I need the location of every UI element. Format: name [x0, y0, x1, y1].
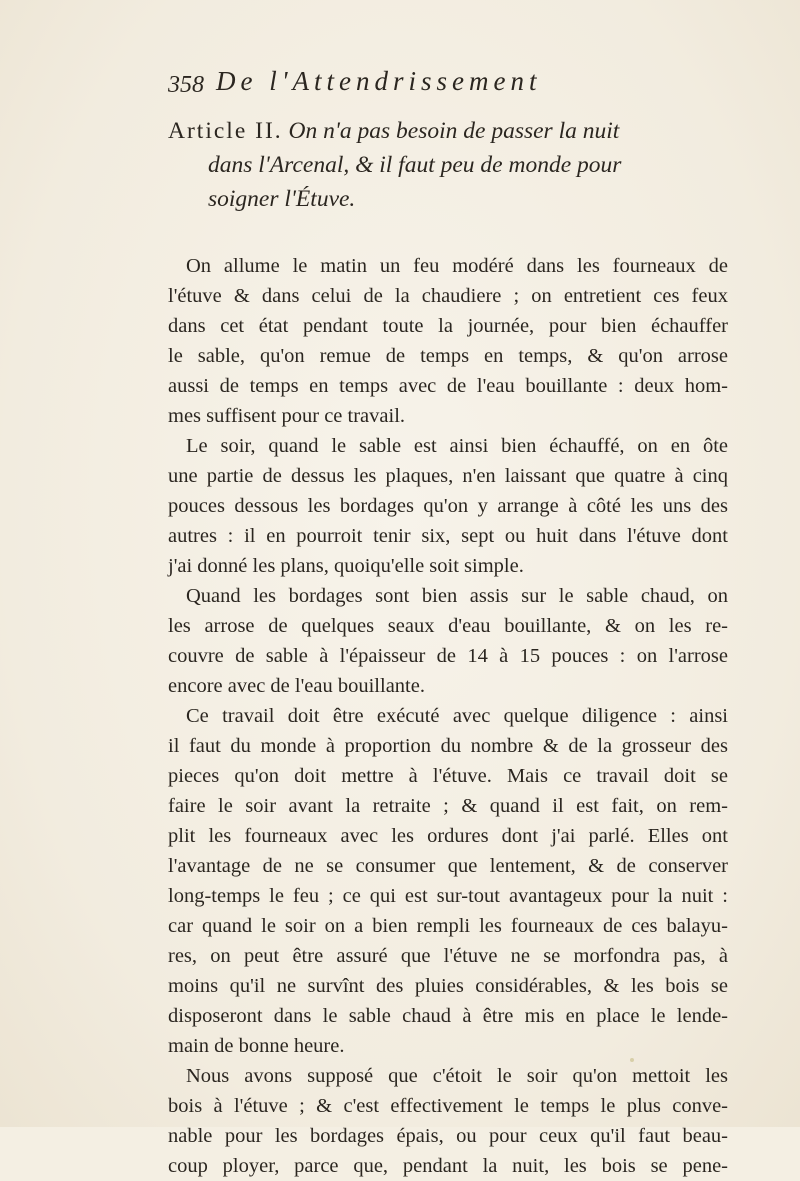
text-line: res, on peut être assuré que l'étuve ne se morfondra pas, à — [168, 945, 728, 967]
text-line: Quand les bordages sont bien assis sur le sable chaud, on — [186, 585, 728, 607]
text-line: le sable, qu'on remue de temps en temps, & qu'on arrose — [168, 345, 728, 367]
running-head — [168, 66, 728, 106]
text-line: Le soir, quand le sable est ainsi bien échauffé, on en ôte — [186, 435, 728, 457]
article-heading-line-1 — [168, 114, 728, 148]
text-line: aussi de temps en temps avec de l'eau bouillante : deux hom- — [168, 375, 728, 397]
body-text — [168, 251, 728, 1181]
text-line: disposeront dans le sable chaud à être mis en place le lende- — [168, 1005, 728, 1027]
text-line: coup ployer, parce que, pendant la nuit, les bois se pene- — [168, 1155, 728, 1177]
text-line: dans cet état pendant toute la journée, pour bien échauffer — [168, 315, 728, 337]
text-line: nable pour les bordages épais, ou pour ceux qu'il faut beau- — [168, 1125, 728, 1147]
paragraph — [168, 581, 728, 701]
text-line: main de bonne heure. — [168, 1035, 345, 1057]
text-line: encore avec de l'eau bouillante. — [168, 675, 425, 697]
text-line: plit les fourneaux avec les ordures dont j'ai parlé. Elles ont — [168, 825, 728, 847]
text-line: moins qu'il ne survînt des pluies considérables, & les bois se — [168, 975, 728, 997]
text-line: autres : il en pourroit tenir six, sept ou huit dans l'étuve dont — [168, 525, 728, 547]
text-line: faire le soir avant la retraite ; & quand il est fait, on rem- — [168, 795, 728, 817]
text-line: pieces qu'on doit mettre à l'étuve. Mais ce travail doit se — [168, 765, 728, 787]
text-line: les arrose de quelques seaux d'eau bouillante, & on les re- — [168, 615, 728, 637]
article-label: Article II. — [168, 118, 283, 144]
running-title: De l'Attendrissement — [216, 66, 542, 96]
paragraph — [168, 431, 728, 581]
text-line: long-temps le feu ; ce qui est sur-tout avantageux pour la nuit : — [168, 885, 728, 907]
text-line: il faut du monde à proportion du nombre & de la grosseur des — [168, 735, 728, 757]
paragraph — [168, 701, 728, 1061]
article-title-line: soigner l'Étuve. — [208, 186, 356, 212]
text-line: l'étuve & dans celui de la chaudiere ; on entretient ces feux — [168, 285, 728, 307]
text-line: Ce travail doit être exécuté avec quelque diligence : ainsi — [186, 705, 728, 727]
page-number: 358 — [168, 72, 204, 98]
text-line: mes suffisent pour ce travail. — [168, 405, 406, 427]
text-line: pouces dessous les bordages qu'on y arrange à côté les uns des — [168, 495, 728, 517]
article-title-line: dans l'Arcenal, & il faut peu de monde pour — [208, 152, 622, 178]
text-line: j'ai donné les plans, quoiqu'elle soit simple. — [168, 555, 524, 577]
text-line: Nous avons supposé que c'étoit le soir qu'on mettoit les — [186, 1065, 728, 1087]
text-line: couvre de sable à l'épaisseur de 14 à 15 pouces : on l'arrose — [168, 645, 728, 667]
paper-speck — [630, 1058, 634, 1062]
text-line: l'avantage de ne se consumer que lentement, & de conserver — [168, 855, 728, 877]
paragraph — [168, 251, 728, 431]
paragraph — [168, 1061, 728, 1181]
text-line: car quand le soir on a bien rempli les fourneaux de ces balayu- — [168, 915, 728, 937]
text-line: bois à l'étuve ; & c'est effectivement le temps le plus conve- — [168, 1095, 728, 1117]
article-heading — [168, 114, 728, 216]
text-line: On allume le matin un feu modéré dans les fourneaux de — [186, 255, 728, 277]
article-title-line: On n'a pas besoin de passer la nuit — [288, 118, 620, 144]
text-line: une partie de dessus les plaques, n'en laissant que quatre à cinq — [168, 465, 728, 487]
